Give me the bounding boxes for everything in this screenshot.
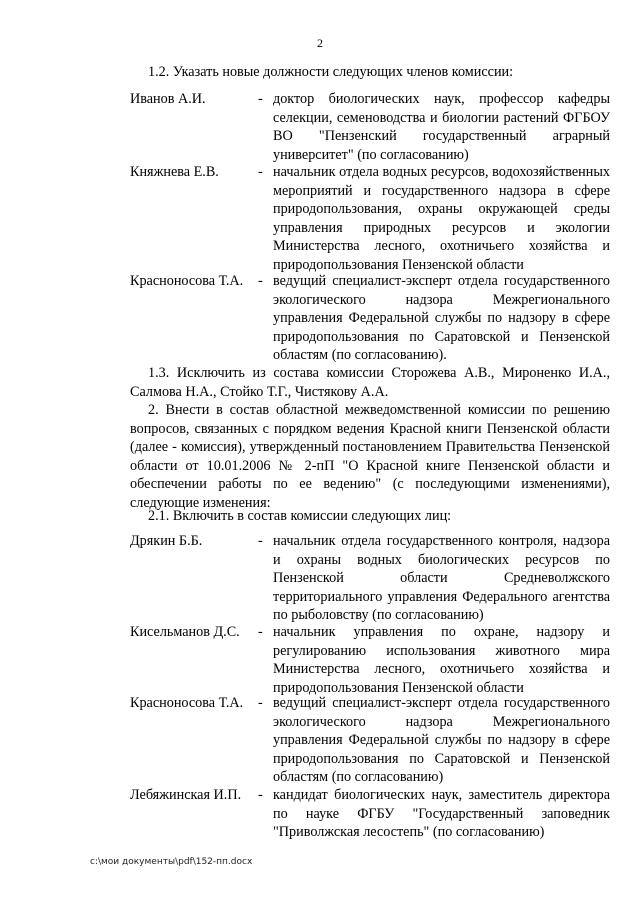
member-description: доктор биологических наук, профессор кафедры селекции, семеноводства и биологии растений ФГБОУ ВО "Пензенский государственный аграрный университет" (по согласованию) <box>273 91 610 163</box>
member-dash: - <box>258 624 263 640</box>
member-description: начальник отдела государственного контроля, надзора и охраны водных биологических ресурсов по Пензенской области Средневолжского территориального управления Федерального агентства по рыболовству (по согласованию) <box>273 533 610 624</box>
member-dash: - <box>258 533 263 549</box>
member-name: Иванов А.И. <box>130 91 206 107</box>
member-dash: - <box>258 787 263 803</box>
member-dash: - <box>258 164 263 180</box>
member-name: Красноносова Т.А. <box>130 273 244 289</box>
member-dash: - <box>258 273 263 289</box>
paragraph-1-3: 1.3. Исключить из состава комиссии Сторожева А.В., Мироненко И.А., Салмова Н.А., Стойко Т.Г., Чистякову А.А. <box>130 365 610 400</box>
member-description: кандидат биологических наук, заместитель директора по науке ФГБУ "Государственный заповедник "Приволжская лесостепь" (по согласованию) <box>273 787 610 841</box>
member-name: Красноносова Т.А. <box>130 695 244 711</box>
member-description: ведущий специалист-эксперт отдела государственного экологического надзора Межрегионального управления Федеральной службы по надзору в сфере природопользования по Саратовской и Пензенской областям (по согласованию) <box>273 695 610 786</box>
member-dash: - <box>258 91 263 107</box>
paragraph-2: 2. Внести в состав областной межведомственной комиссии по решению вопросов, связанных с порядком ведения Красной книги Пензенской области (далее - комиссия), утвержденный постановлением Правительства Пензенской области от 10.01.2006 № 2-пП "О Красной книге Пензенской области и обеспечении работы по ее ведению" (с последующими изменениями), следующие изменения: <box>130 402 610 511</box>
heading-2-1: 2.1. Включить в состав комиссии следующих лиц: <box>148 508 452 524</box>
heading-1-2: 1.2. Указать новые должности следующих членов комиссии: <box>148 64 514 80</box>
member-dash: - <box>258 695 263 711</box>
member-name: Княжнева Е.В. <box>130 164 219 180</box>
page-number: 2 <box>317 36 323 50</box>
member-description: начальник отдела водных ресурсов, водохозяйственных мероприятий и государственного надзора в сфере природопользования, охраны окружающей среды управления природных ресурсов и экологии Министерства лесного, охотничьего хозяйства и природопользования Пензенской области <box>273 164 610 273</box>
member-name: Кисельманов Д.С. <box>130 624 240 640</box>
member-name: Лебяжинская И.П. <box>130 787 242 803</box>
footer-file-path: c:\мои документы\pdf\152-пп.docx <box>90 857 253 867</box>
member-description: начальник управления по охране, надзору и регулированию использования животного мира Министерства лесного, охотничьего хозяйства и природопользования Пензенской области <box>273 624 610 696</box>
member-description: ведущий специалист-эксперт отдела государственного экологического надзора Межрегионального управления Федеральной службы по надзору в сфере природопользования по Саратовской и Пензенской областям (по согласованию). <box>273 273 610 364</box>
member-name: Дрякин Б.Б. <box>130 533 203 549</box>
